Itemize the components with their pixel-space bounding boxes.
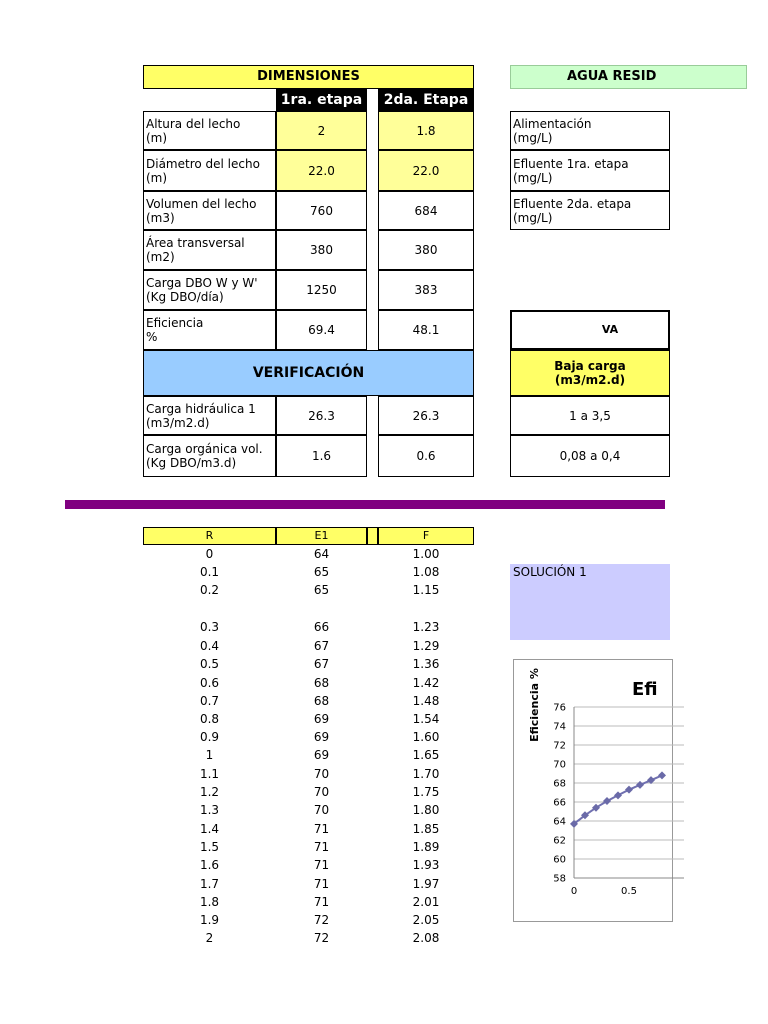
ref-cell-f: 1.15 (412, 583, 440, 597)
row-label-carga-organica: Carga orgánica vol. (Kg DBO/m3.d) (143, 435, 276, 477)
ref-cell-e1: 72 (313, 931, 330, 945)
valores-title: VA (510, 310, 670, 350)
row-label-carga-hidraulica: Carga hidráulica 1 (m3/m2.d) (143, 396, 276, 435)
ref-cell-e1: 70 (313, 767, 330, 781)
ref-cell-e1: 67 (313, 657, 330, 671)
ref-cell-e1: 69 (313, 730, 330, 744)
chart-title: Efi (632, 679, 658, 700)
ref-cell-r: 1.6 (199, 858, 220, 872)
value-area-2: 380 (378, 230, 474, 270)
solucion-box (510, 564, 670, 640)
ref-cell-f: 1.93 (412, 858, 440, 872)
col-header-1ra-etapa: 1ra. etapa (276, 89, 367, 111)
valores-hidraulica: 1 a 3,5 (510, 396, 670, 435)
ref-cell-e1: 71 (313, 858, 330, 872)
ref-cell-r: 1.9 (199, 913, 220, 927)
data-point (636, 781, 644, 789)
ref-cell-e1: 69 (313, 748, 330, 762)
value-carga-dbo-1: 1250 (276, 270, 367, 310)
solucion-label: SOLUCIÓN 1 (513, 565, 587, 579)
y-tick-label: 68 (553, 778, 566, 790)
ref-cell-r: 1.2 (199, 785, 220, 799)
ref-cell-e1: 72 (313, 913, 330, 927)
x-tick-label: 0 (570, 886, 578, 897)
ref-header-r: R (143, 527, 276, 545)
ref-cell-e1: 71 (313, 822, 330, 836)
ref-cell-r: 0 (205, 547, 214, 561)
value-carga-hidraulica-2: 26.3 (378, 396, 474, 435)
ref-cell-f: 1.23 (412, 620, 440, 634)
value-carga-organica-2: 0.6 (378, 435, 474, 477)
y-tick-label: 64 (553, 816, 566, 828)
ref-cell-f: 1.85 (412, 822, 440, 836)
value-eficiencia-1: 69.4 (276, 310, 367, 350)
ref-cell-e1: 68 (313, 694, 330, 708)
valores-organica: 0,08 a 0,4 (510, 435, 670, 477)
value-diametro-2[interactable]: 22.0 (378, 150, 474, 191)
ref-cell-r: 0.1 (199, 565, 220, 579)
agua-row-efluente-2: Efluente 2da. etapa (mg/L) (510, 191, 670, 230)
ref-cell-f: 1.70 (412, 767, 440, 781)
data-point (625, 786, 633, 794)
ref-cell-r: 0.7 (199, 694, 220, 708)
valores-header-baja-carga: Baja carga (m3/m2.d) (510, 350, 670, 396)
agua-row-efluente-1: Efluente 1ra. etapa (mg/L) (510, 150, 670, 191)
ref-cell-e1: 71 (313, 895, 330, 909)
ref-cell-f: 1.00 (412, 547, 440, 561)
ref-cell-f: 1.08 (412, 565, 440, 579)
ref-header-f: F (378, 527, 474, 545)
data-point (658, 771, 666, 779)
ref-cell-r: 1.4 (199, 822, 220, 836)
ref-cell-e1: 66 (313, 620, 330, 634)
ref-cell-e1: 65 (313, 565, 330, 579)
ref-cell-f: 1.97 (412, 877, 440, 891)
ref-cell-f: 1.65 (412, 748, 440, 762)
y-tick-label: 60 (553, 854, 566, 866)
y-tick-label: 62 (553, 835, 566, 847)
ref-cell-f: 1.89 (412, 840, 440, 854)
value-carga-hidraulica-1: 26.3 (276, 396, 367, 435)
ref-cell-r: 1 (205, 748, 214, 762)
ref-cell-r: 0.5 (199, 657, 220, 671)
ref-cell-r: 2 (205, 931, 214, 945)
ref-cell-r: 1.3 (199, 803, 220, 817)
y-tick-label: 76 (553, 702, 566, 714)
ref-cell-f: 1.29 (412, 639, 440, 653)
chart-canvas (514, 660, 674, 923)
y-tick-label: 74 (553, 721, 566, 733)
section-divider (65, 500, 665, 509)
y-tick-label: 66 (553, 797, 566, 809)
ref-cell-r: 0.4 (199, 639, 220, 653)
ref-cell-f: 1.75 (412, 785, 440, 799)
x-tick-label: 0.5 (621, 886, 637, 897)
verificacion-title: VERIFICACIÓN (143, 350, 474, 396)
ref-cell-f: 1.48 (412, 694, 440, 708)
ref-cell-f: 1.36 (412, 657, 440, 671)
col-header-2da-etapa: 2da. Etapa (378, 89, 474, 111)
ref-cell-e1: 67 (313, 639, 330, 653)
y-tick-label: 70 (553, 759, 566, 771)
value-area-1: 380 (276, 230, 367, 270)
ref-cell-r: 0.3 (199, 620, 220, 634)
agua-residual-title: AGUA RESID (510, 65, 747, 89)
value-carga-dbo-2: 383 (378, 270, 474, 310)
value-volumen-1: 760 (276, 191, 367, 230)
ref-cell-e1: 64 (313, 547, 330, 561)
row-label-carga-dbo: Carga DBO W y W' (Kg DBO/día) (143, 270, 276, 310)
ref-cell-r: 1.7 (199, 877, 220, 891)
value-altura-1[interactable]: 2 (276, 111, 367, 150)
ref-cell-f: 1.42 (412, 676, 440, 690)
ref-cell-r: 0.2 (199, 583, 220, 597)
value-volumen-2: 684 (378, 191, 474, 230)
row-label-area: Área transversal (m2) (143, 230, 276, 270)
ref-cell-f: 1.54 (412, 712, 440, 726)
row-label-diametro: Diámetro del lecho (m) (143, 150, 276, 191)
ref-cell-f: 2.08 (412, 931, 440, 945)
agua-row-alimentacion: Alimentación (mg/L) (510, 111, 670, 150)
ref-cell-e1: 70 (313, 785, 330, 799)
ref-cell-f: 1.80 (412, 803, 440, 817)
ref-cell-r: 1.5 (199, 840, 220, 854)
ref-cell-r: 1.8 (199, 895, 220, 909)
value-carga-organica-1: 1.6 (276, 435, 367, 477)
ref-cell-r: 0.6 (199, 676, 220, 690)
row-label-volumen: Volumen del lecho (m3) (143, 191, 276, 230)
value-altura-2[interactable]: 1.8 (378, 111, 474, 150)
ref-cell-e1: 71 (313, 840, 330, 854)
row-label-eficiencia: Eficiencia % (143, 310, 276, 350)
ref-cell-r: 0.8 (199, 712, 220, 726)
ref-cell-f: 2.05 (412, 913, 440, 927)
data-point (614, 791, 622, 799)
ref-cell-f: 2.01 (412, 895, 440, 909)
ref-cell-r: 1.1 (199, 767, 220, 781)
y-tick-label: 58 (553, 873, 566, 885)
dimensiones-title: DIMENSIONES (143, 65, 474, 89)
value-eficiencia-2: 48.1 (378, 310, 474, 350)
value-diametro-1[interactable]: 22.0 (276, 150, 367, 191)
ref-cell-f: 1.60 (412, 730, 440, 744)
ref-cell-e1: 69 (313, 712, 330, 726)
ref-cell-e1: 71 (313, 877, 330, 891)
y-tick-label: 72 (553, 740, 566, 752)
efficiency-chart (513, 659, 673, 922)
ref-cell-e1: 65 (313, 583, 330, 597)
ref-cell-r: 0.9 (199, 730, 220, 744)
ref-cell-e1: 68 (313, 676, 330, 690)
ref-header-spacer (367, 527, 378, 545)
ref-header-e1: E1 (276, 527, 367, 545)
row-label-altura: Altura del lecho (m) (143, 111, 276, 150)
ref-cell-e1: 70 (313, 803, 330, 817)
y-axis-label: Eficiencia % (528, 668, 541, 742)
